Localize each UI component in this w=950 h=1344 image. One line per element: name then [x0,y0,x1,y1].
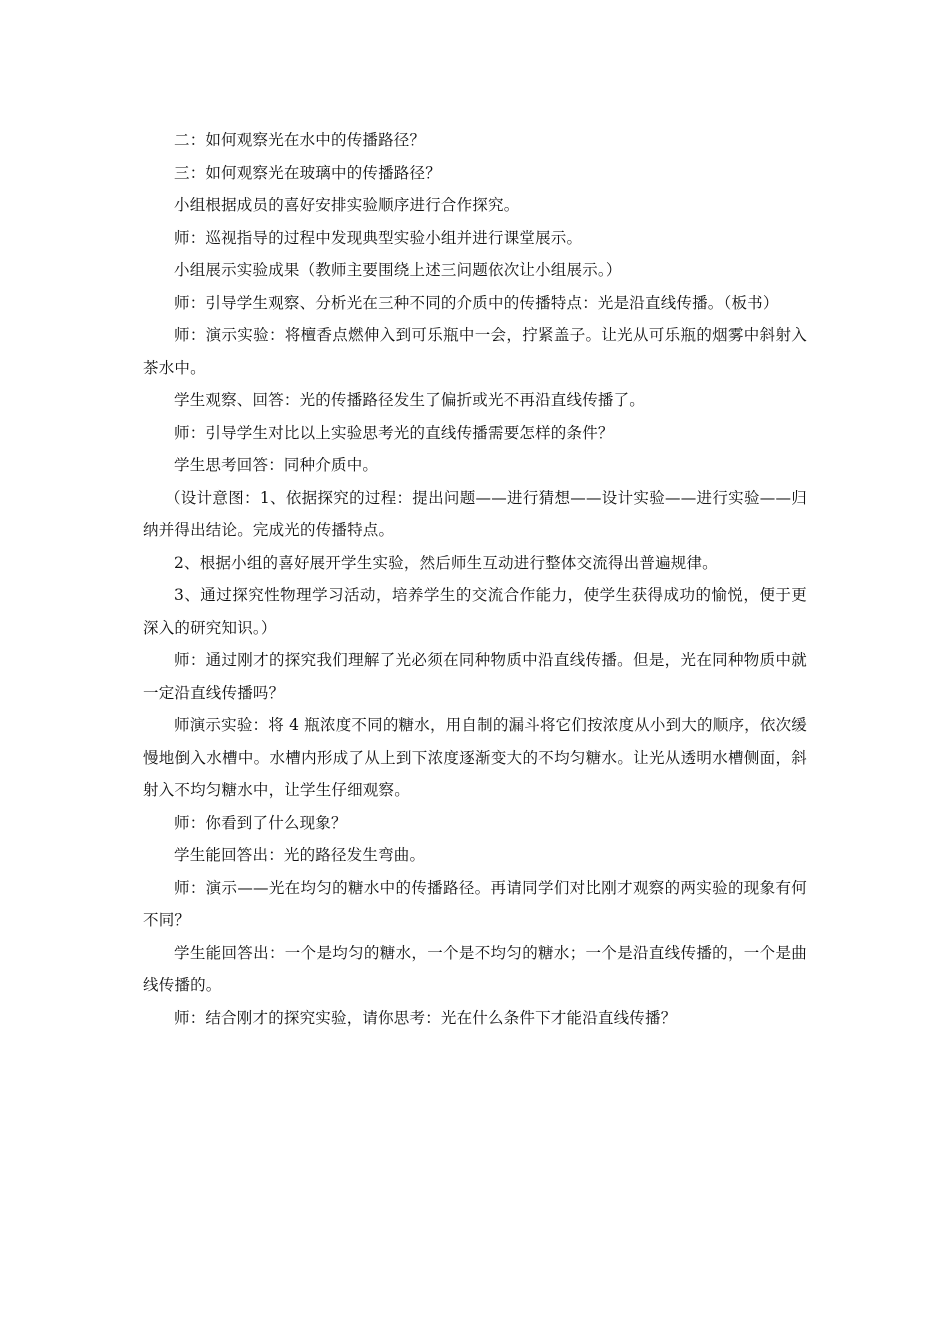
paragraph: 师演示实验：将 4 瓶浓度不同的糖水，用自制的漏斗将它们按浓度从小到大的顺序，依次缓慢地倒入水槽中。水槽内形成了从上到下浓度逐渐变大的不均匀糖水。让光从透明水槽侧面，斜射入不均匀糖水中，让学生仔细观察。 [143,716,807,799]
design-intent-paragraph: （设计意图：1、依据探究的过程：提出问题——进行猜想——设计实验——进行实验——归纳并得出结论。完成光的传播特点。 [143,488,807,539]
paragraph: 学生观察、回答：光的传播路径发生了偏折或光不再沿直线传播了。 [174,391,646,409]
paragraph: 3、通过探究性物理学习活动，培养学生的交流合作能力，使学生获得成功的愉悦，便于更深入的研究知识。） [143,586,807,637]
paragraph: 二：如何观察光在水中的传播路径？ [174,131,426,149]
paragraph: 师：引导学生观察、分析光在三种不同的介质中的传播特点：光是沿直线传播。（板书） [174,293,779,312]
paragraph: 学生思考回答：同种介质中。 [174,456,379,474]
document-page [143,124,807,1034]
paragraph: 师：结合刚才的探究实验，请你思考：光在什么条件下才能沿直线传播？ [174,1008,677,1027]
paragraph: 小组展示实验成果（教师主要围绕上述三问题依次让小组展示。） [174,261,622,279]
paragraph: 学生能回答出：光的路径发生弯曲。 [174,846,426,864]
paragraph: 师：引导学生对比以上实验思考光的直线传播需要怎样的条件？ [174,423,614,442]
paragraph: 师：通过刚才的探究我们理解了光必须在同种物质中沿直线传播。但是，光在同种物质中就一定沿直线传播吗？ [143,651,807,702]
paragraph: 师：演示——光在均匀的糖水中的传播路径。再请同学们对比刚才观察的两实验的现象有何不同？ [143,878,807,929]
paragraph: 学生能回答出：一个是均匀的糖水，一个是不均匀的糖水；一个是沿直线传播的，一个是曲线传播的。 [143,943,807,994]
paragraph: 师：巡视指导的过程中发现典型实验小组并进行课堂展示。 [174,228,583,247]
paragraph: 三：如何观察光在玻璃中的传播路径？ [174,163,441,182]
paragraph: 师：演示实验：将檀香点燃伸入到可乐瓶中一会，拧紧盖子。让光从可乐瓶的烟雾中斜射入茶水中。 [143,326,807,377]
paragraph: 小组根据成员的喜好安排实验顺序进行合作探究。 [174,196,520,214]
paragraph: 师：你看到了什么现象？ [174,813,347,832]
paragraph: 2、根据小组的喜好展开学生实验，然后师生互动进行整体交流得出普遍规律。 [174,553,718,572]
